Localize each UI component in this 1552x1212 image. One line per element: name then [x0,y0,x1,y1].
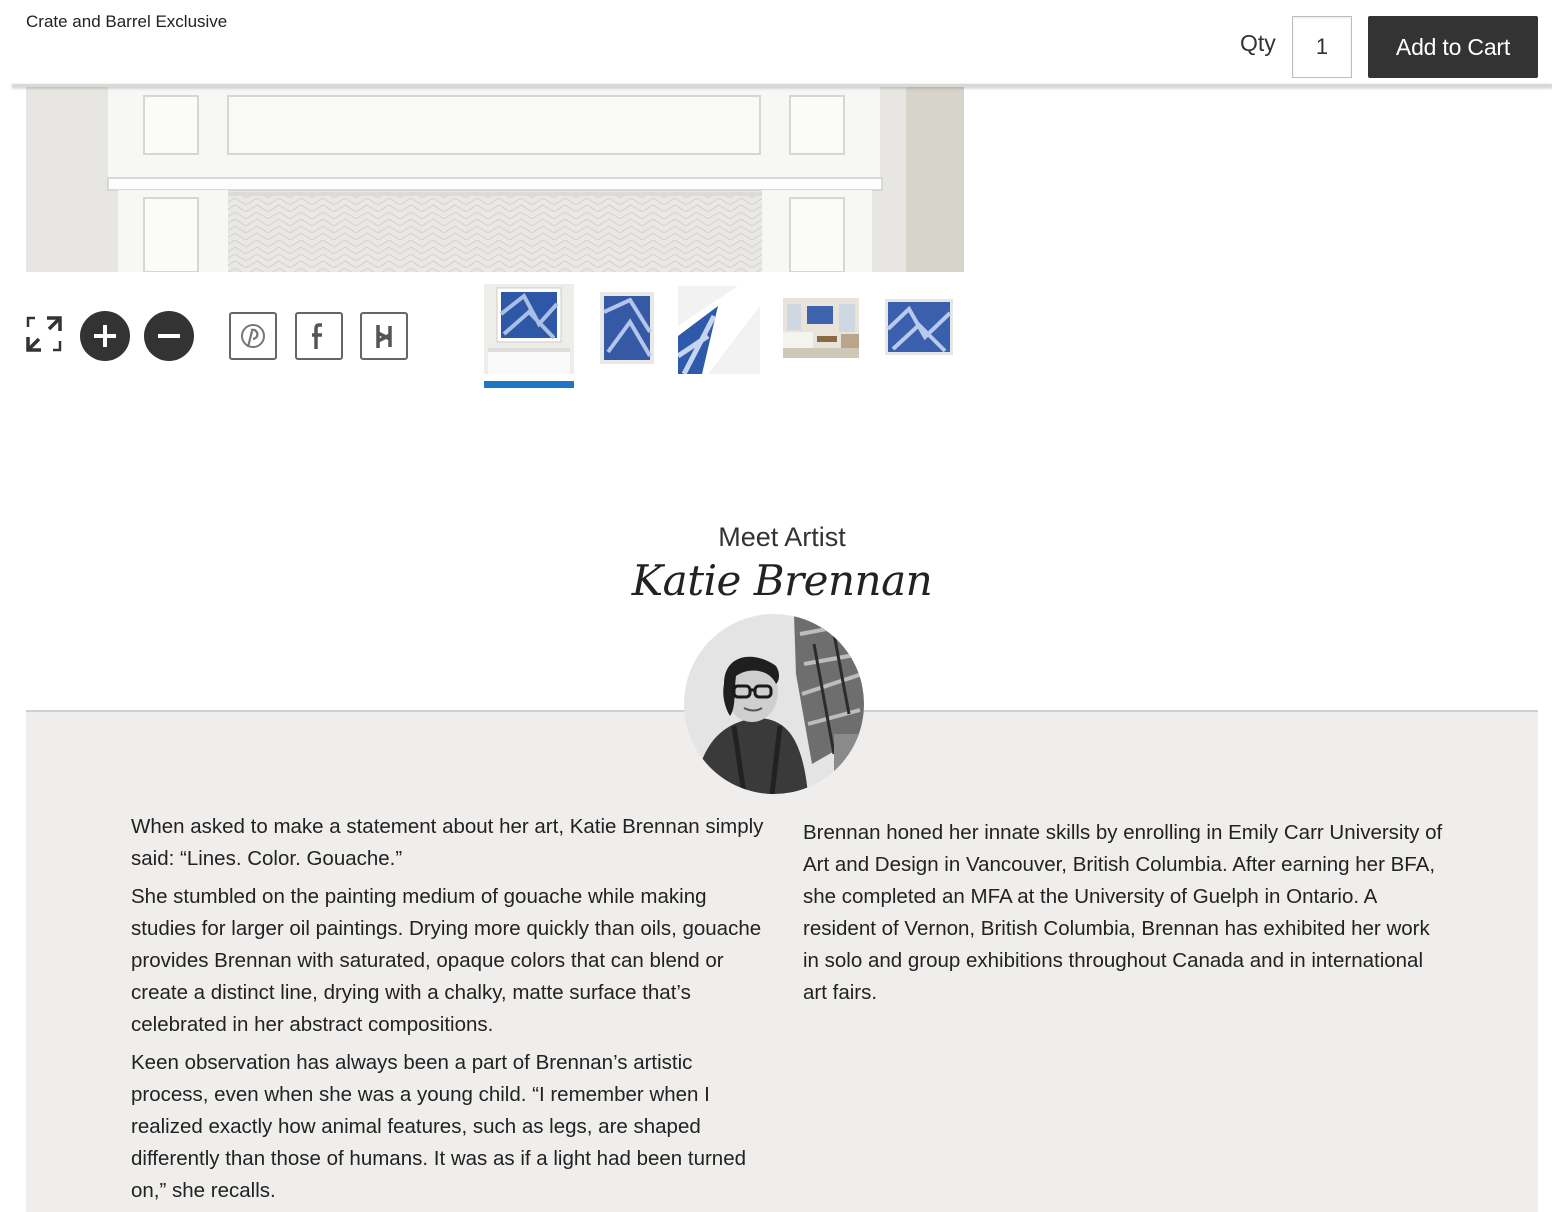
expand-icon[interactable] [25,315,63,353]
mantel-illustration [26,86,964,272]
zoom-out-icon[interactable] [144,311,194,361]
add-to-cart-button[interactable]: Add to Cart [1368,16,1538,78]
meet-artist-label: Meet Artist [718,522,846,552]
zoom-in-icon[interactable] [80,311,130,361]
thumbnail-artwork-corner-detail[interactable] [678,286,760,374]
thumbnail-artwork-front[interactable] [600,292,654,364]
artist-name: Katie Brennan [631,556,933,605]
artist-portrait [684,614,864,794]
bio-paragraph: She stumbled on the painting medium of gouache while making studies for larger oil paintings. Drying more quickly than oils, gouache provides Brennan with saturated, opaque colors that can blend or create a distinct line, drying with a chalky, matte surface that’s celebrated in her abstract compositions. [131,885,762,1036]
bio-paragraph: Keen observation has always been a part of Brennan’s artistic process, even when she was a young child. “I remember when I realized exactly how animal features, such as legs, are shaped differently than those of humans. It was as if a light had been turned on,” she recalls. [131,1051,747,1202]
artist-bio-left-column [131,811,771,1212]
header-divider [12,84,1552,87]
thumbnail-artwork-landscape[interactable] [885,299,953,355]
bio-paragraph: Brennan honed her innate skills by enrolling in Emily Carr University of Art and Design in Vancouver, British Columbia. After earning her BFA, she completed an MFA at the University of Guelph in Ontario. A resident of Vernon, British Columbia, Brennan has exhibited her work in solo and group exhibitions throughout Canada and in international art fairs. [803,821,1443,1004]
thumbnail-artwork-above-mantel[interactable] [484,284,574,374]
pinterest-icon[interactable] [229,312,277,360]
active-thumbnail-indicator [484,381,574,388]
facebook-icon[interactable] [295,312,343,360]
bio-paragraph: When asked to make a statement about her art, Katie Brennan simply said: “Lines. Color. Gouache.” [131,815,764,870]
artist-bio-right-column [803,817,1443,1009]
product-main-image[interactable] [26,86,964,272]
qty-input[interactable] [1292,16,1352,78]
sticky-purchase-bar [0,0,1552,86]
houzz-icon[interactable] [360,312,408,360]
qty-label: Qty [1240,30,1276,56]
thumbnail-artwork-in-living-room[interactable] [783,298,859,358]
exclusive-label: Crate and Barrel Exclusive [26,12,228,31]
